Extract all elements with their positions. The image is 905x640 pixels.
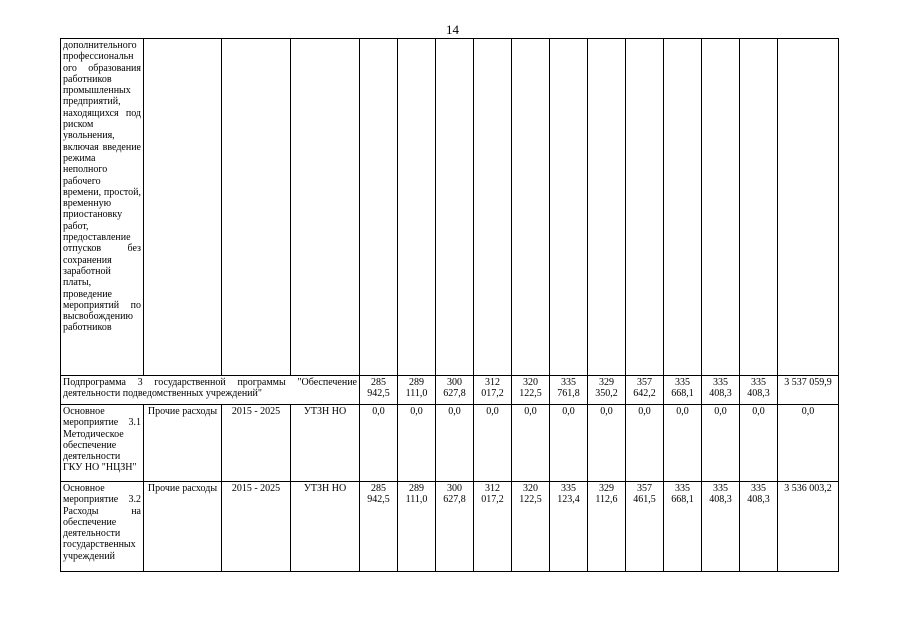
value-cell: 300 627,8 bbox=[436, 482, 474, 572]
value-cell: 0,0 bbox=[664, 405, 702, 482]
value-cell: 335 668,1 bbox=[664, 376, 702, 405]
value-cell: 0,0 bbox=[436, 405, 474, 482]
value-cell: 0,0 bbox=[702, 405, 740, 482]
event-description: Основное мероприятие 3.2 Расходы на обеспечение деятельности государственных учреждений bbox=[61, 482, 144, 572]
total-cell: 3 537 059,9 bbox=[778, 376, 839, 405]
value-cell: 289 111,0 bbox=[398, 376, 436, 405]
value-cell: 0,0 bbox=[512, 405, 550, 482]
period: 2015 - 2025 bbox=[222, 405, 291, 482]
value-cell: 312 017,2 bbox=[474, 482, 512, 572]
subprogram-title: Подпрограмма 3 государственной программы "Обеспечение деятельности подведомственных учреждений" bbox=[61, 376, 360, 405]
value-cell: 335 761,8 bbox=[550, 376, 588, 405]
value-cell: 0,0 bbox=[740, 405, 778, 482]
event-description: Основное мероприятие 3.1 Методическое обеспечение деятельности ГКУ НО "НЦЗН" bbox=[61, 405, 144, 482]
table-row-event-3-2 bbox=[61, 482, 839, 572]
page-number: 14 bbox=[446, 22, 459, 37]
executor: УТЗН НО bbox=[291, 482, 360, 572]
value-cell: 0,0 bbox=[398, 405, 436, 482]
expense-category: Прочие расходы bbox=[144, 405, 222, 482]
value-cell: 289 111,0 bbox=[398, 482, 436, 572]
value-cell: 320 122,5 bbox=[512, 482, 550, 572]
value-cell: 0,0 bbox=[474, 405, 512, 482]
continuation-description: дополнительного профессиональн ого образования работников промышленных предприятий, находящихся под риском увольнения, включая введение режима неполного рабочего времени, простой, временную приостановку работ, предоставление отпусков без сохранения заработной платы, проведение мероприятий по высвобождению работников bbox=[61, 39, 144, 376]
value-cell: 357 642,2 bbox=[626, 376, 664, 405]
period: 2015 - 2025 bbox=[222, 482, 291, 572]
value-cell: 357 461,5 bbox=[626, 482, 664, 572]
table-row-subprogram bbox=[61, 376, 839, 405]
value-cell: 335 408,3 bbox=[702, 376, 740, 405]
table-row-event-3-1 bbox=[61, 405, 839, 482]
value-cell: 300 627,8 bbox=[436, 376, 474, 405]
value-cell: 335 408,3 bbox=[740, 482, 778, 572]
value-cell: 312 017,2 bbox=[474, 376, 512, 405]
value-cell: 335 408,3 bbox=[702, 482, 740, 572]
value-cell: 0,0 bbox=[626, 405, 664, 482]
value-cell: 320 122,5 bbox=[512, 376, 550, 405]
value-cell: 285 942,5 bbox=[360, 482, 398, 572]
table-row-continuation bbox=[61, 39, 839, 376]
total-cell: 3 536 003,2 bbox=[778, 482, 839, 572]
value-cell: 335 408,3 bbox=[740, 376, 778, 405]
expense-category: Прочие расходы bbox=[144, 482, 222, 572]
value-cell: 329 350,2 bbox=[588, 376, 626, 405]
value-cell: 0,0 bbox=[550, 405, 588, 482]
total-cell: 0,0 bbox=[778, 405, 839, 482]
value-cell: 0,0 bbox=[588, 405, 626, 482]
value-cell: 0,0 bbox=[360, 405, 398, 482]
value-cell: 329 112,6 bbox=[588, 482, 626, 572]
executor: УТЗН НО bbox=[291, 405, 360, 482]
value-cell: 335 668,1 bbox=[664, 482, 702, 572]
value-cell: 335 123,4 bbox=[550, 482, 588, 572]
budget-table bbox=[60, 38, 839, 572]
value-cell: 285 942,5 bbox=[360, 376, 398, 405]
